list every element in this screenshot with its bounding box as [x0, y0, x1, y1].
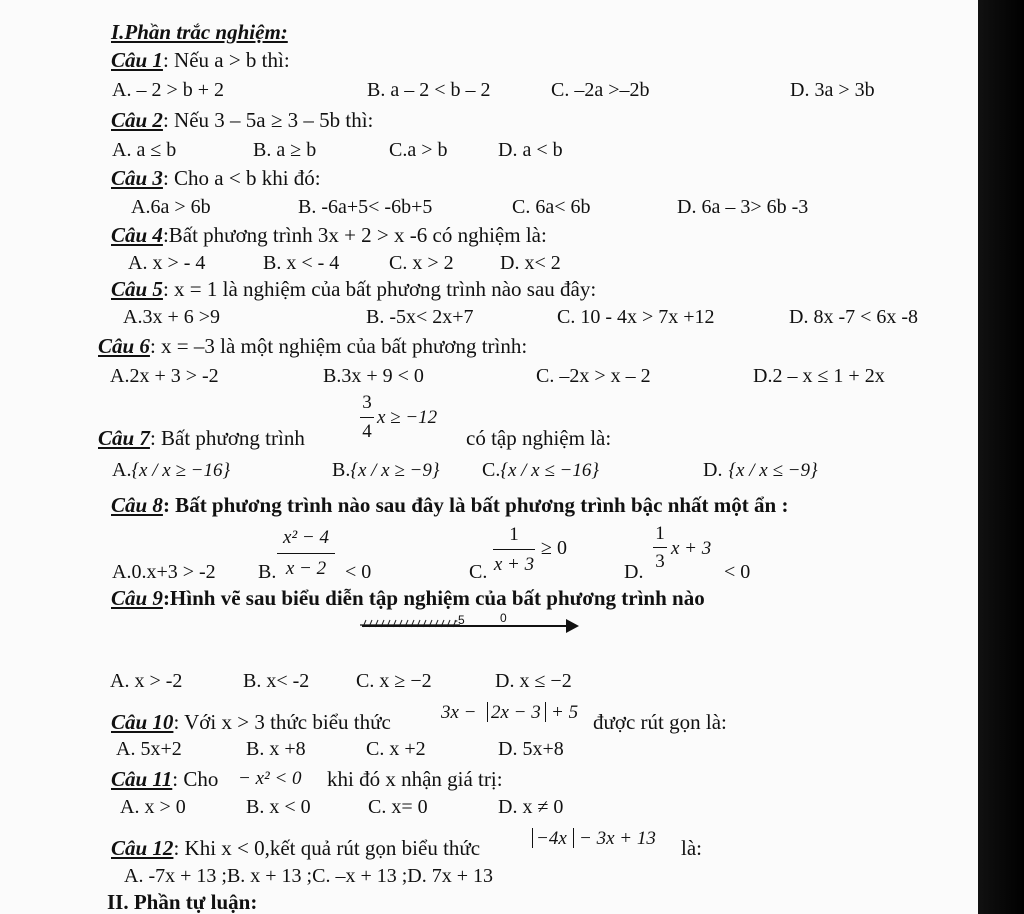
q12-abs-right [573, 828, 574, 848]
page-edge-shadow [978, 0, 1024, 914]
q11-option-a: A. x > 0 [120, 796, 186, 818]
q5-option-b: B. -5x< 2x+7 [366, 306, 474, 328]
q8-d-fraction-bar [653, 547, 667, 548]
q10-option-d: D. 5x+8 [498, 738, 564, 760]
q6-option-d: D.2 – x ≤ 1 + 2x [753, 365, 885, 387]
q10-expression-part-1: 3x − [441, 702, 477, 723]
q8-option-c-label: C. [469, 561, 488, 583]
section-2-title: II. Phần tự luận: [107, 890, 258, 914]
q11-expression: − x² < 0 [238, 768, 302, 789]
q1-option-d: D. 3a > 3b [790, 79, 875, 101]
q7-option-a: A.{x / x ≥ −16} [112, 459, 231, 481]
q10-abs-right [545, 702, 546, 722]
q10-expression-part-2: + 5 [551, 702, 579, 723]
q3-option-b: B. -6a+5< -6b+5 [298, 196, 433, 218]
q8-b-fraction-bar [277, 553, 335, 554]
question-3: Câu 3: Cho a < b khi đó: [111, 166, 321, 190]
q10-option-c: C. x +2 [366, 738, 426, 760]
q11-option-b: B. x < 0 [246, 796, 311, 818]
q8-c-fraction-bar [493, 549, 535, 550]
q10-abs-left [487, 702, 488, 722]
question-9: Câu 9:Hình vẽ sau biểu diễn tập nghiệm của bất phương trình nào [111, 586, 705, 610]
question-10: Câu 10: Với x > 3 thức biểu thức [111, 710, 391, 734]
q9-option-d: D. x ≤ −2 [495, 670, 572, 692]
q9-tick-left: -5 [454, 613, 465, 627]
q9-option-c: C. x ≥ −2 [356, 670, 432, 692]
q11-option-c: C. x= 0 [368, 796, 428, 818]
q10-option-a: A. 5x+2 [116, 738, 182, 760]
q12-abs-left [532, 828, 533, 848]
q2-option-a: A. a ≤ b [112, 139, 177, 161]
q7-text-post: có tập nghiệm là: [466, 426, 612, 450]
q8-d-expression: x + 3 [671, 538, 712, 559]
q11-option-d: D. x ≠ 0 [498, 796, 564, 818]
q8-option-d-label: D. [624, 561, 644, 583]
q12-expression-tail: − 3x + 13 [579, 828, 656, 849]
q7-inequality: x ≥ −12 [377, 407, 438, 428]
q9-number-line [360, 598, 584, 638]
q7-option-b: B.{x / x ≥ −9} [332, 459, 440, 481]
q8-c-numerator: 1 [509, 524, 519, 545]
q6-option-c: C. –2x > x – 2 [536, 365, 651, 387]
q3-option-c: C. 6a< 6b [512, 196, 591, 218]
question-4: Câu 4:Bất phương trình 3x + 2 > x -6 có nghiệm là: [111, 223, 547, 247]
q8-c-denominator: x + 3 [493, 554, 535, 575]
q6-option-b: B.3x + 9 < 0 [323, 365, 424, 387]
q11-text-post: khi đó x nhận giá trị: [327, 767, 503, 791]
q7-option-c: C.{x / x ≤ −16} [482, 459, 599, 481]
q12-options: A. -7x + 13 ;B. x + 13 ;C. –x + 13 ;D. 7x + 13 [124, 865, 494, 887]
q1-option-a: A. – 2 > b + 2 [112, 79, 225, 101]
q8-c-tail: ≥ 0 [541, 537, 567, 559]
q9-tick-zero: 0 [500, 611, 507, 625]
q2-option-b: B. a ≥ b [253, 139, 317, 161]
question-12: Câu 12: Khi x < 0,kết quả rút gọn biểu thức [111, 836, 481, 860]
q8-b-numerator: x² − 4 [283, 527, 329, 548]
q12-text-post: là: [681, 836, 702, 860]
question-5: Câu 5: x = 1 là nghiệm của bất phương trình nào sau đây: [111, 277, 597, 301]
q7-fraction-numerator: 3 [362, 392, 372, 413]
q12-expression-abs: −4x [536, 828, 567, 849]
q3-option-a: A.6a > 6b [131, 196, 211, 218]
q7-option-d: D. {x / x ≤ −9} [703, 459, 818, 481]
q1-option-b: B. a – 2 < b – 2 [367, 79, 491, 101]
q2-option-c: C.a > b [389, 139, 448, 161]
question-11: Câu 11: Cho [111, 767, 219, 791]
q5-option-d: D. 8x -7 < 6x -8 [789, 306, 919, 328]
q8-b-tail: < 0 [345, 561, 372, 583]
question-7: Câu 7: Bất phương trình [98, 426, 305, 450]
q4-option-c: C. x > 2 [389, 252, 454, 274]
section-1-title: I.Phần trắc nghiệm: [111, 20, 288, 44]
q8-d-denominator: 3 [655, 551, 665, 572]
q10-option-b: B. x +8 [246, 738, 306, 760]
q8-option-b-label: B. [258, 561, 277, 583]
q1-option-c: C. –2a >–2b [551, 79, 650, 101]
q6-option-a: A.2x + 3 > -2 [110, 365, 219, 387]
q10-expression-abs: 2x − 3 [491, 702, 541, 723]
q4-option-d: D. x< 2 [500, 252, 561, 274]
q8-d-numerator: 1 [655, 523, 665, 544]
question-1: Câu 1: Nếu a > b thì: [111, 48, 290, 72]
question-8: Câu 8: Bất phương trình nào sau đây là bất phương trình bậc nhất một ẩn : [111, 493, 789, 517]
q9-option-b: B. x< -2 [243, 670, 310, 692]
q7-fraction-bar [360, 417, 374, 418]
q8-b-denominator: x − 2 [285, 558, 327, 579]
q2-option-d: D. a < b [498, 139, 563, 161]
q5-option-a: A.3x + 6 >9 [123, 306, 221, 328]
q9-option-a: A. x > -2 [110, 670, 183, 692]
q3-option-d: D. 6a – 3> 6b -3 [677, 196, 809, 218]
q5-option-c: C. 10 - 4x > 7x +12 [557, 306, 715, 328]
q8-d-tail: < 0 [724, 561, 751, 583]
q8-option-a: A.0.x+3 > -2 [112, 561, 216, 583]
q10-text-post: được rút gọn là: [593, 710, 727, 734]
question-2: Câu 2: Nếu 3 – 5a ≥ 3 – 5b thì: [111, 108, 374, 132]
q9-axis-arrow [566, 619, 579, 633]
q7-fraction-denominator: 4 [362, 421, 372, 442]
question-6: Câu 6: x = –3 là một nghiệm của bất phương trình: [98, 334, 528, 358]
q4-option-a: A. x > - 4 [128, 252, 206, 274]
q4-option-b: B. x < - 4 [263, 252, 340, 274]
